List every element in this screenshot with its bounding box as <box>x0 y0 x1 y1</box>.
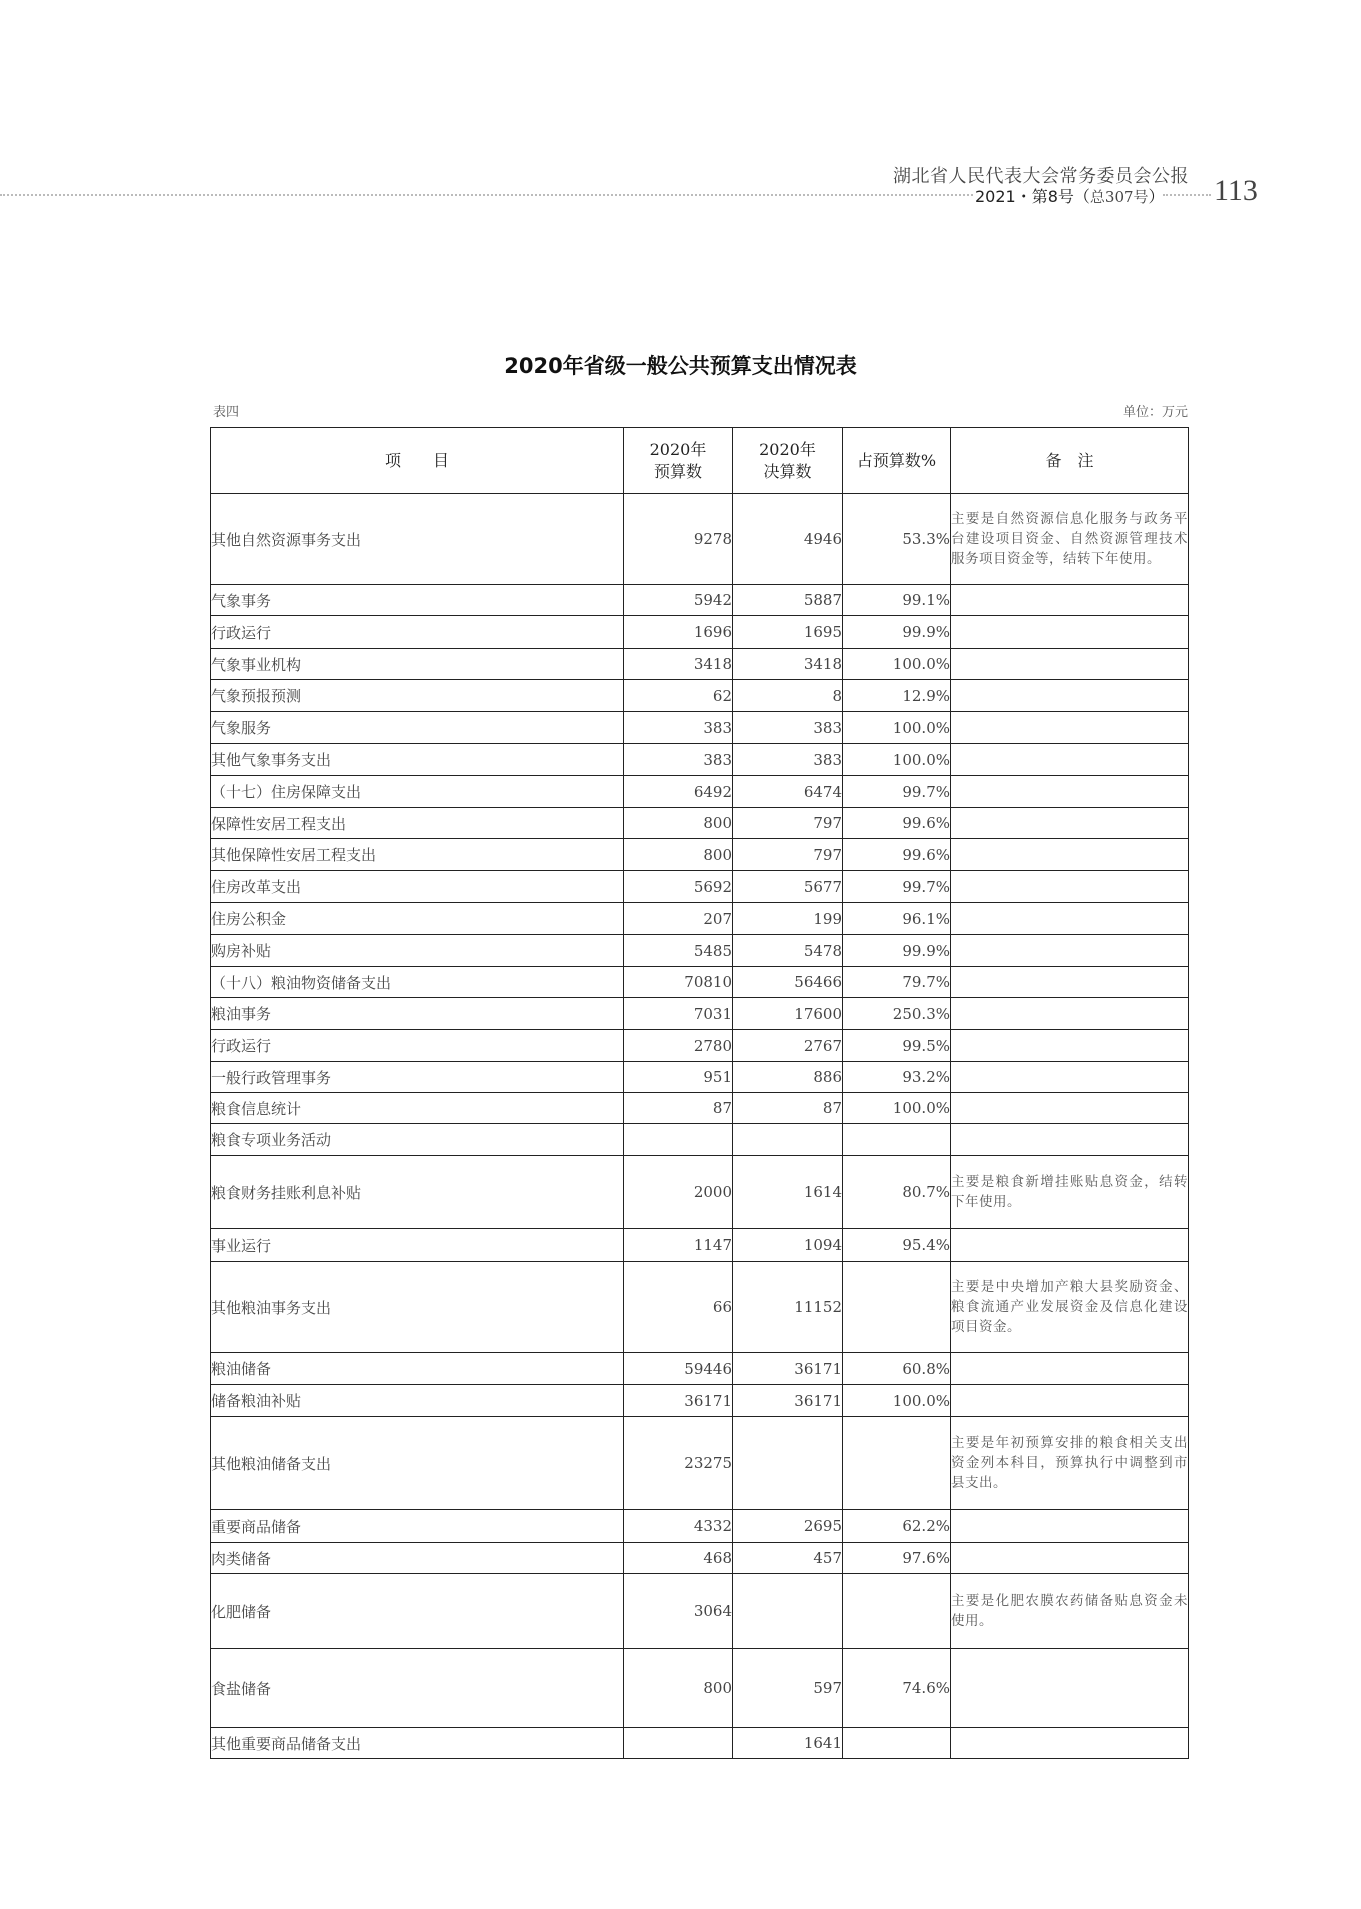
pct-cell: 53.3% <box>843 494 951 585</box>
table-row <box>211 649 1189 680</box>
budget-cell: 3418 <box>624 649 733 680</box>
header-dotted-rule-right <box>1163 194 1211 196</box>
pct-cell: 99.7% <box>843 776 951 808</box>
item-cell: （十七）住房保障支出 <box>211 776 624 808</box>
final-cell: 56466 <box>733 967 843 998</box>
page-number: 113 <box>1214 174 1258 207</box>
col-header-note: 备 注 <box>951 428 1189 494</box>
final-cell: 383 <box>733 744 843 776</box>
item-cell: 化肥储备 <box>211 1574 624 1649</box>
table-row <box>211 1229 1189 1262</box>
budget-cell: 2000 <box>624 1156 733 1229</box>
note-cell <box>951 1229 1189 1262</box>
table-row <box>211 1574 1189 1649</box>
final-cell <box>733 1417 843 1510</box>
item-cell: 行政运行 <box>211 1030 624 1062</box>
note-cell: 主要是自然资源信息化服务与政务平台建设项目资金、自然资源管理技术服务项目资金等，结转下年使用。 <box>951 494 1189 585</box>
final-cell: 886 <box>733 1062 843 1093</box>
final-cell: 4946 <box>733 494 843 585</box>
pct-cell: 99.5% <box>843 1030 951 1062</box>
item-cell: 气象事业机构 <box>211 649 624 680</box>
table-row <box>211 1030 1189 1062</box>
col-header-budget-line1: 2020年 <box>649 439 707 459</box>
budget-cell: 59446 <box>624 1353 733 1385</box>
item-cell: 气象服务 <box>211 712 624 744</box>
budget-cell: 66 <box>624 1262 733 1353</box>
pct-cell: 100.0% <box>843 744 951 776</box>
table-row <box>211 1543 1189 1574</box>
table-row <box>211 776 1189 808</box>
note-cell <box>951 871 1189 903</box>
table-row <box>211 712 1189 744</box>
budget-cell <box>624 1124 733 1156</box>
budget-cell: 4332 <box>624 1510 733 1543</box>
item-cell: 粮食专项业务活动 <box>211 1124 624 1156</box>
note-cell <box>951 998 1189 1030</box>
pct-cell: 80.7% <box>843 1156 951 1229</box>
page-title: 2020年省级一般公共预算支出情况表 <box>504 354 857 378</box>
budget-cell: 3064 <box>624 1574 733 1649</box>
budget-table <box>210 427 1189 1759</box>
budget-cell: 5942 <box>624 585 733 616</box>
final-cell: 1641 <box>733 1728 843 1759</box>
pct-cell: 74.6% <box>843 1649 951 1728</box>
pct-cell: 96.1% <box>843 903 951 935</box>
table-row <box>211 903 1189 935</box>
table-row <box>211 616 1189 649</box>
item-cell: 粮油储备 <box>211 1353 624 1385</box>
col-header-pct: 占预算数% <box>843 428 951 494</box>
final-cell: 2767 <box>733 1030 843 1062</box>
table-row <box>211 1093 1189 1124</box>
pct-cell <box>843 1262 951 1353</box>
note-cell <box>951 744 1189 776</box>
pct-cell: 100.0% <box>843 649 951 680</box>
item-cell: 食盐储备 <box>211 1649 624 1728</box>
note-cell: 主要是中央增加产粮大县奖励资金、粮食流通产业发展资金及信息化建设项目资金。 <box>951 1262 1189 1353</box>
item-cell: 住房改革支出 <box>211 871 624 903</box>
table-row <box>211 1156 1189 1229</box>
budget-cell: 6492 <box>624 776 733 808</box>
item-cell: 肉类储备 <box>211 1543 624 1574</box>
pct-cell: 99.1% <box>843 585 951 616</box>
final-cell <box>733 1574 843 1649</box>
item-cell: 住房公积金 <box>211 903 624 935</box>
col-header-budget <box>624 428 733 494</box>
pct-cell: 60.8% <box>843 1353 951 1385</box>
final-cell: 457 <box>733 1543 843 1574</box>
final-cell: 3418 <box>733 649 843 680</box>
item-cell: 重要商品储备 <box>211 1510 624 1543</box>
note-cell <box>951 1062 1189 1093</box>
pct-cell: 97.6% <box>843 1543 951 1574</box>
table-row <box>211 1062 1189 1093</box>
pct-cell <box>843 1417 951 1510</box>
item-cell: 购房补贴 <box>211 935 624 967</box>
budget-cell: 383 <box>624 712 733 744</box>
pct-cell: 79.7% <box>843 967 951 998</box>
note-cell <box>951 712 1189 744</box>
table-row <box>211 967 1189 998</box>
table-row <box>211 935 1189 967</box>
pct-cell: 93.2% <box>843 1062 951 1093</box>
note-cell <box>951 903 1189 935</box>
pct-cell: 99.9% <box>843 935 951 967</box>
pct-cell: 99.6% <box>843 839 951 871</box>
final-cell: 1094 <box>733 1229 843 1262</box>
final-cell: 199 <box>733 903 843 935</box>
budget-cell: 383 <box>624 744 733 776</box>
table-row <box>211 871 1189 903</box>
table-row <box>211 1385 1189 1417</box>
budget-cell: 70810 <box>624 967 733 998</box>
item-cell: 气象预报预测 <box>211 680 624 712</box>
table-row <box>211 1353 1189 1385</box>
budget-cell: 1696 <box>624 616 733 649</box>
note-cell <box>951 1030 1189 1062</box>
pct-cell: 95.4% <box>843 1229 951 1262</box>
item-cell: 粮食信息统计 <box>211 1093 624 1124</box>
budget-cell: 23275 <box>624 1417 733 1510</box>
note-cell <box>951 585 1189 616</box>
budget-cell: 87 <box>624 1093 733 1124</box>
pct-cell: 99.9% <box>843 616 951 649</box>
note-cell <box>951 808 1189 839</box>
pct-cell: 250.3% <box>843 998 951 1030</box>
pct-cell <box>843 1124 951 1156</box>
col-header-final-line2: 决算数 <box>763 461 812 481</box>
final-cell: 383 <box>733 712 843 744</box>
item-cell: 粮食财务挂账利息补贴 <box>211 1156 624 1229</box>
final-cell: 87 <box>733 1093 843 1124</box>
budget-cell: 1147 <box>624 1229 733 1262</box>
pct-cell: 99.6% <box>843 808 951 839</box>
item-cell: 一般行政管理事务 <box>211 1062 624 1093</box>
table-number: 表四 <box>213 405 240 420</box>
final-cell: 797 <box>733 839 843 871</box>
note-cell: 主要是粮食新增挂账贴息资金，结转下年使用。 <box>951 1156 1189 1229</box>
budget-cell: 5692 <box>624 871 733 903</box>
table-row <box>211 1124 1189 1156</box>
note-cell <box>951 1510 1189 1543</box>
final-cell: 6474 <box>733 776 843 808</box>
budget-cell: 2780 <box>624 1030 733 1062</box>
budget-cell: 207 <box>624 903 733 935</box>
item-cell: 其他气象事务支出 <box>211 744 624 776</box>
item-cell: 其他重要商品储备支出 <box>211 1728 624 1759</box>
item-cell: 事业运行 <box>211 1229 624 1262</box>
item-cell: 储备粮油补贴 <box>211 1385 624 1417</box>
issue-total: 总307号 <box>1089 188 1149 206</box>
budget-cell: 7031 <box>624 998 733 1030</box>
final-cell: 5887 <box>733 585 843 616</box>
note-cell <box>951 1649 1189 1728</box>
budget-cell: 800 <box>624 808 733 839</box>
note-cell <box>951 1385 1189 1417</box>
budget-cell: 9278 <box>624 494 733 585</box>
pct-cell <box>843 1574 951 1649</box>
budget-cell: 800 <box>624 1649 733 1728</box>
final-cell: 1695 <box>733 616 843 649</box>
budget-cell: 36171 <box>624 1385 733 1417</box>
table-row <box>211 839 1189 871</box>
issue-label: 2021・第8号（ <box>975 187 1090 206</box>
note-cell <box>951 967 1189 998</box>
budget-cell: 800 <box>624 839 733 871</box>
note-cell <box>951 839 1189 871</box>
item-cell: 其他粮油事务支出 <box>211 1262 624 1353</box>
note-cell: 主要是化肥农膜农药储备贴息资金未使用。 <box>951 1574 1189 1649</box>
table-row <box>211 1649 1189 1728</box>
table-row <box>211 494 1189 585</box>
note-cell <box>951 680 1189 712</box>
item-cell: 粮油事务 <box>211 998 624 1030</box>
pct-cell <box>843 1728 951 1759</box>
note-cell <box>951 649 1189 680</box>
pct-cell: 99.7% <box>843 871 951 903</box>
table-row <box>211 1262 1189 1353</box>
final-cell: 797 <box>733 808 843 839</box>
col-header-final <box>733 428 843 494</box>
note-cell <box>951 1728 1189 1759</box>
budget-cell <box>624 1728 733 1759</box>
final-cell: 1614 <box>733 1156 843 1229</box>
final-cell: 36171 <box>733 1353 843 1385</box>
final-cell: 597 <box>733 1649 843 1728</box>
table-row <box>211 1728 1189 1759</box>
item-cell: （十八）粮油物资储备支出 <box>211 967 624 998</box>
col-header-item: 项 目 <box>211 428 624 494</box>
issue-close: ） <box>1148 187 1165 206</box>
final-cell: 36171 <box>733 1385 843 1417</box>
pct-cell: 12.9% <box>843 680 951 712</box>
final-cell: 17600 <box>733 998 843 1030</box>
table-row <box>211 585 1189 616</box>
note-cell <box>951 1543 1189 1574</box>
budget-cell: 62 <box>624 680 733 712</box>
item-cell: 其他保障性安居工程支出 <box>211 839 624 871</box>
table-row <box>211 680 1189 712</box>
final-cell: 2695 <box>733 1510 843 1543</box>
note-cell: 主要是年初预算安排的粮食相关支出资金列本科目，预算执行中调整到市县支出。 <box>951 1417 1189 1510</box>
item-cell: 气象事务 <box>211 585 624 616</box>
budget-cell: 951 <box>624 1062 733 1093</box>
publication-name: 湖北省人民代表大会常务委员会公报 <box>893 166 1189 187</box>
final-cell: 5478 <box>733 935 843 967</box>
final-cell: 5677 <box>733 871 843 903</box>
note-cell <box>951 1093 1189 1124</box>
header-dotted-rule-left <box>0 194 973 196</box>
col-header-budget-line2: 预算数 <box>653 461 702 481</box>
unit-label: 单位：万元 <box>1122 405 1188 420</box>
table-row <box>211 1510 1189 1543</box>
budget-cell: 468 <box>624 1543 733 1574</box>
item-cell: 保障性安居工程支出 <box>211 808 624 839</box>
table-row <box>211 998 1189 1030</box>
table-header-row <box>211 428 1189 494</box>
col-header-final-line1: 2020年 <box>759 439 816 459</box>
pct-cell: 62.2% <box>843 1510 951 1543</box>
note-cell <box>951 935 1189 967</box>
table-row <box>211 744 1189 776</box>
note-cell <box>951 1124 1189 1156</box>
item-cell: 其他自然资源事务支出 <box>211 494 624 585</box>
final-cell: 11152 <box>733 1262 843 1353</box>
note-cell <box>951 776 1189 808</box>
pct-cell: 100.0% <box>843 1385 951 1417</box>
note-cell <box>951 1353 1189 1385</box>
item-cell: 其他粮油储备支出 <box>211 1417 624 1510</box>
item-cell: 行政运行 <box>211 616 624 649</box>
table-row <box>211 1417 1189 1510</box>
table-row <box>211 808 1189 839</box>
budget-cell: 5485 <box>624 935 733 967</box>
final-cell: 8 <box>733 680 843 712</box>
issue-number <box>975 184 1165 207</box>
pct-cell: 100.0% <box>843 712 951 744</box>
final-cell <box>733 1124 843 1156</box>
note-cell <box>951 616 1189 649</box>
pct-cell: 100.0% <box>843 1093 951 1124</box>
